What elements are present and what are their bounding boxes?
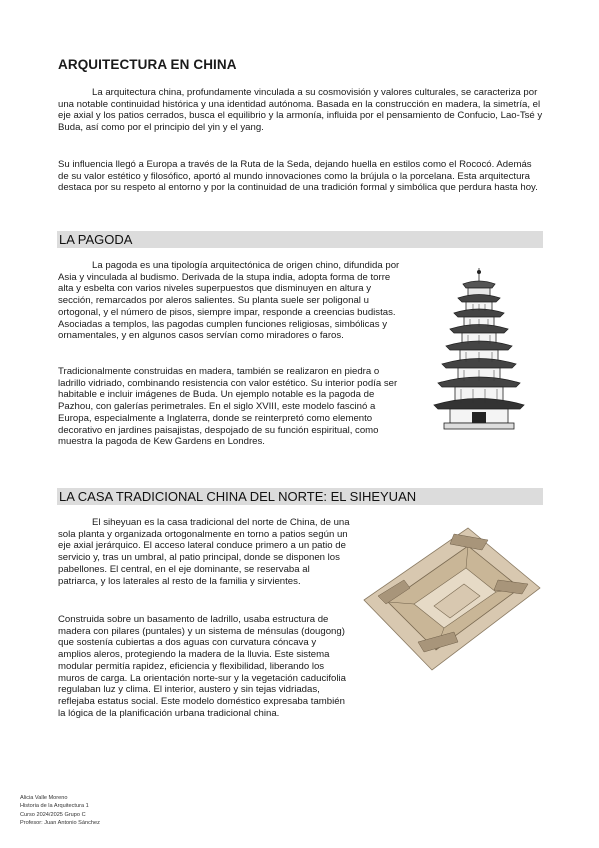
section-heading-siheyuan: LA CASA TRADICIONAL CHINA DEL NORTE: EL SIHEYUAN	[57, 488, 543, 505]
footer-professor: Profesor: Juan Antonio Sánchez	[20, 820, 100, 827]
page-title: ARQUITECTURA EN CHINA	[58, 57, 237, 72]
siheyuan-paragraph-1: El siheyuan es la casa tradicional del norte de China, de una sola planta y organizada ortogonalmente en torno a patios según un eje axial jerárquico. El acceso lateral conduce primero a un patio de servicio y, tras un umbral, al patio principal, donde se disponen los pabellones. El central, en el eje dominante, se reservaba al patriarca, y los laterales al resto de la familia y sirvientes.	[58, 517, 350, 587]
footer-term: Curso 2024/2025 Grupo C	[20, 811, 86, 818]
intro-paragraph-1: La arquitectura china, profundamente vinculada a su cosmovisión y valores culturales, se caracteriza por una notable continuidad histórica y una identidad autónoma. Basada en la construcción en madera, la simetría, el eje axial y los patios cerrados, busca el equilibrio y la armonía, influida por el pensamiento de Confucio, Lao-Tsé y Buda, así como por el principio del yin y el yang.	[58, 87, 543, 134]
footer	[20, 794, 100, 828]
intro-paragraph-2: Su influencia llegó a Europa a través de la Ruta de la Seda, dejando huella en estilos como el Rococó. Además de su valor estético y filosófico, aportó al mundo innovaciones como la brújula o la porcelana. Esta arquitectura destaca por su respeto al entorno y por la continuidad de una tradición formal y simbólica que perdura hasta hoy.	[58, 159, 538, 194]
siheyuan-paragraph-2: Construida sobre un basamento de ladrillo, usaba estructura de madera con pilares (puntales) y un sistema de ménsulas (dougong) que sostenía cubiertas a dos aguas con curvatura cóncava y amplios aleros, protegiendo la madera de la lluvia. Este sistema modular permitía rapidez, eficiencia y flexibilidad, liberando los muros de carga. La orientación norte-sur y la vegetación caducifolia regulaban luz y clima. El interior, austero y sin tejas vidriadas, reflejaba estatus social. Este modelo doméstico expresaba también la lógica de la planificación urbana tradicional china.	[58, 614, 346, 719]
pagoda-illustration	[428, 266, 530, 436]
pagoda-paragraph-1: La pagoda es una tipología arquitectónica de origen chino, difundida por Asia y vinculada al budismo. Derivada de la stupa india, adopta forma de torre alta y esbelta con varios niveles superpuestos que disminuyen en altura y sección, remarcados por aleros salientes. Su planta suele ser poligonal u ortogonal, y el número de pisos, siempre impar, responde a creencias budistas. Asociadas a templos, las pagodas cumplen funciones religiosas, simbólicas y ornamentales, y en algunos casos servían como miradores o faros.	[58, 260, 400, 342]
pagoda-paragraph-2: Tradicionalmente construidas en madera, también se realizaron en piedra o ladrillo vidriado, combinando resistencia con valor estético. Su interior podía ser habitable e incluir imágenes de Buda. Un ejemplo notable es la pagoda de Pazhou, con galerías perimetrales. En el siglo XVIII, este modelo fascinó a Europa, especialmente a Inglaterra, donde se reinterpretó como elemento decorativo en jardines paisajistas, despojado de su función espiritual, como muestra la pagoda de Kew Gardens en Londres.	[58, 366, 398, 448]
siheyuan-model-illustration	[358, 524, 544, 672]
section-heading-pagoda: LA PAGODA	[57, 231, 543, 248]
footer-course: Historia de la Arquitectura 1	[20, 803, 89, 810]
footer-author: Alicia Valle Moreno	[20, 795, 68, 801]
